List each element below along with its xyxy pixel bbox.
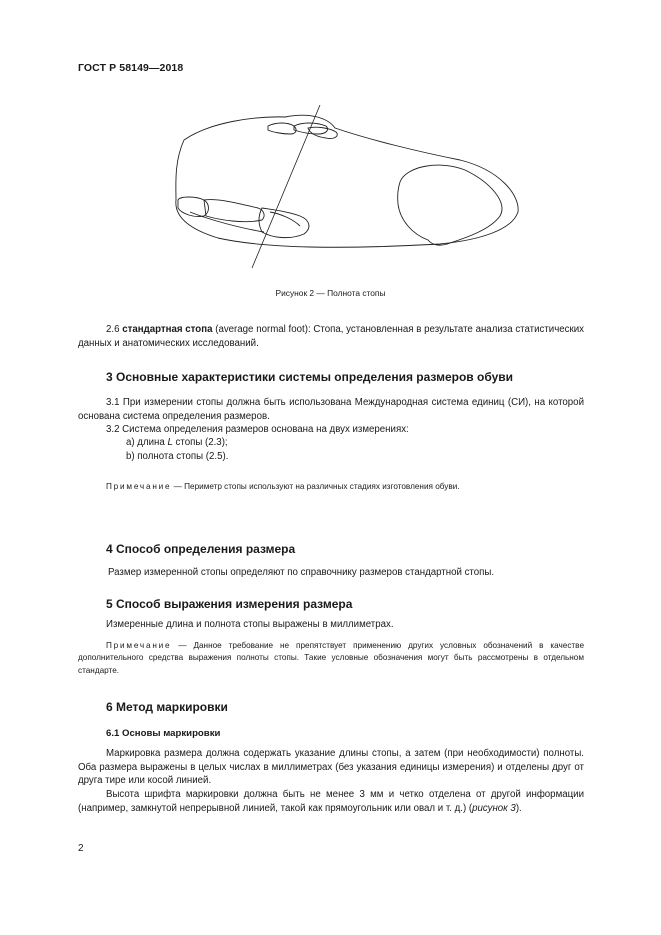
section-4-heading: 4 Способ определения размера xyxy=(106,542,296,556)
page-number: 2 xyxy=(78,843,84,854)
figure-caption: Рисунок 2 — Полнота стопы xyxy=(275,288,386,298)
note-section-5 xyxy=(78,640,584,677)
definition-text: (average normal foot): Стопа, установленная в результате анализа статистических данных и анатомических исследований. xyxy=(78,324,584,349)
list-item-a xyxy=(126,436,228,450)
foot-inner-curve xyxy=(190,212,264,232)
paragraph-3-2: 3.2 Система определения размеров основана на двух измерениях: xyxy=(106,424,409,435)
paragraph-6-1-b-text: Высота шрифта маркировки должна быть не менее 3 мм и четко отделена от другой информации (например, замкнутой непрерывной линией, такой как прямоугольник или овал и т. д.) ( xyxy=(78,789,584,814)
list-item-a-text-end: стопы (2.3); xyxy=(172,437,228,448)
paragraph-5: Измеренные длина и полнота стопы выражены в миллиметрах. xyxy=(106,619,394,630)
heel-bone xyxy=(398,165,502,245)
note-text: — Данное требование не препятствует применению других условных обозначений в качестве дополнительного средства выражения полноты стопы. Такие условные обозначения могут быть рассмотрены в отдельном стандарте. xyxy=(78,641,584,675)
figure-reference: рисунок 3 xyxy=(472,802,516,814)
toe-bone xyxy=(268,123,296,134)
paragraph-4: Размер измеренной стопы определяют по справочнику размеров стандартной стопы. xyxy=(108,567,495,578)
paragraph-6-1-b xyxy=(78,788,584,815)
paragraph-6-1-b-end: ). xyxy=(515,802,522,814)
note-label: Примечание xyxy=(106,482,172,491)
note-label: Примечание xyxy=(106,641,172,650)
paragraph-3-1: 3.1 При измерении стопы должна быть использована Международная система единиц (СИ), на которой основана система определения размеров. xyxy=(78,397,584,422)
paragraph-6-1-a: Маркировка размера должна содержать указание длины стопы, а затем (при необходимости) полноты. Оба размера выражены в целых числах в миллиметрах (без указания единицы измерения) и отделены друг от друга тире или косой линией. xyxy=(78,748,584,786)
toe-bone xyxy=(204,200,264,222)
note-section-3 xyxy=(106,481,584,493)
document-header: ГОСТ Р 58149—2018 xyxy=(78,62,184,74)
toe-bone xyxy=(308,127,337,138)
definition-paragraph xyxy=(78,323,584,350)
section-3-heading: 3 Основные характеристики системы определения размеров обуви xyxy=(106,370,514,384)
note-text: — Периметр стопы используют на различных стадиях изготовления обуви. xyxy=(171,482,460,491)
list-item-b: b) полнота стопы (2.5). xyxy=(126,451,229,462)
list-item-a-text: а) длина xyxy=(126,437,168,448)
girth-measurement-line xyxy=(252,105,320,268)
definition-number: 2.6 xyxy=(106,324,123,335)
subsection-6-1-heading: 6.1 Основы маркировки xyxy=(106,728,221,739)
foot-outline xyxy=(176,115,518,247)
variable-L: L xyxy=(167,437,173,448)
foot-girth-figure xyxy=(160,100,530,275)
definition-term: стандартная стопа xyxy=(122,324,213,335)
section-6-heading: 6 Метод маркировки xyxy=(106,700,228,714)
section-5-heading: 5 Способ выражения измерения размера xyxy=(106,597,353,611)
